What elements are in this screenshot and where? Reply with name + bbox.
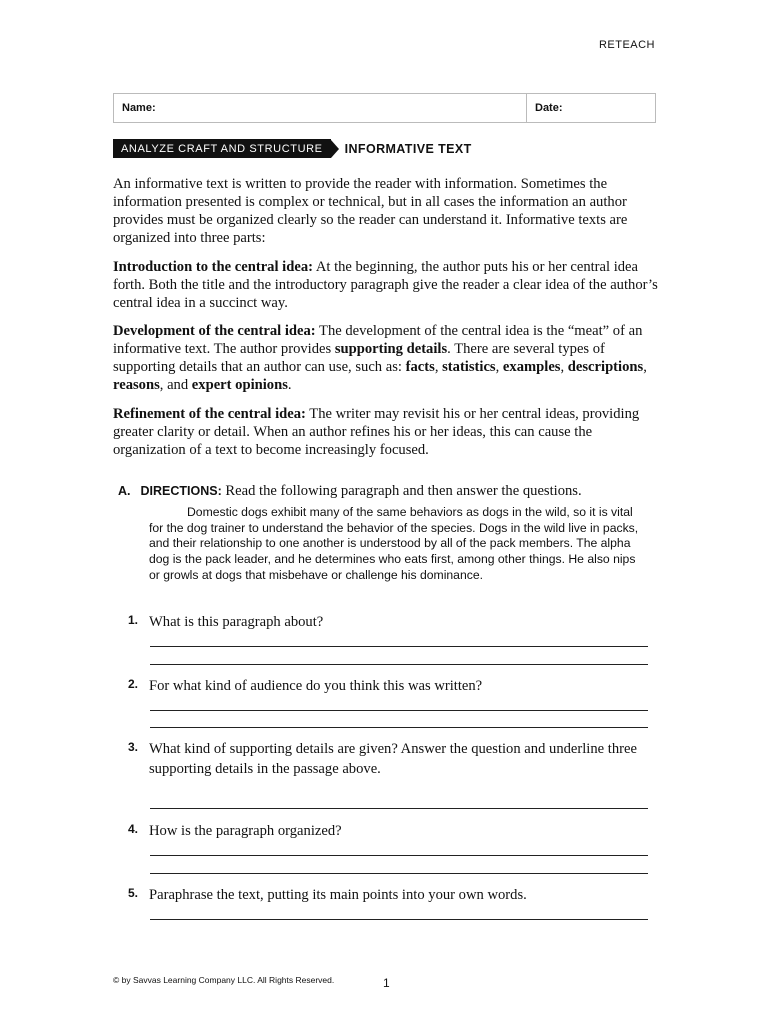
part-text: The development of the central idea is the “meat” of an informative text. The author provides (113, 323, 643, 357)
question-number: 2. (128, 677, 139, 691)
name-field[interactable] (114, 94, 527, 122)
answer-line[interactable] (150, 710, 648, 711)
part-label: Introduction to the central idea: (113, 259, 313, 275)
part-development (113, 322, 658, 394)
part-introduction (113, 258, 658, 312)
question-number: 1. (128, 613, 139, 627)
answer-line[interactable] (150, 873, 648, 874)
question-number: 5. (128, 886, 139, 900)
term-reasons: reasons (113, 377, 160, 393)
question-text: How is the paragraph organized? (149, 823, 342, 839)
term-descriptions: descriptions (567, 359, 644, 375)
date-field[interactable] (527, 94, 563, 122)
part-label: Development of the central idea: (113, 323, 316, 339)
question-text: Paraphrase the text, putting its main points into your own words. (149, 887, 527, 903)
answer-line[interactable] (150, 646, 648, 647)
banner-arrow-icon (331, 140, 339, 158)
reteach-label: RETEACH (598, 39, 655, 51)
section-letter: A. (118, 484, 131, 498)
answer-line[interactable] (150, 855, 648, 856)
part-label: Refinement of the central idea: (113, 406, 306, 422)
term-supporting-details: supporting details (334, 341, 448, 357)
separator: , (643, 359, 647, 375)
question-text: What kind of supporting details are given? Answer the question and underline three supporting details in the passage above. (149, 741, 637, 777)
page-number: 1 (383, 976, 390, 990)
directions (118, 482, 582, 500)
term-statistics: statistics (442, 359, 496, 375)
section-banner (113, 139, 472, 158)
answer-line[interactable] (150, 808, 648, 809)
question-number: 4. (128, 822, 139, 836)
date-label: Date: (535, 102, 563, 114)
directions-label: DIRECTIONS: (140, 484, 222, 498)
directions-text: Read the following paragraph and then answer the questions. (221, 483, 582, 499)
separator: , (495, 359, 503, 375)
term-examples: examples (502, 359, 561, 375)
term-facts: facts (405, 359, 435, 375)
answer-line[interactable] (150, 919, 648, 920)
banner-category: ANALYZE CRAFT AND STRUCTURE (113, 139, 331, 158)
question-text: What is this paragraph about? (149, 614, 324, 630)
part-text: The writer may revisit his or her central ideas, providing greater clarity or detail. When an author refines his or her ideas, this can cause the organization of a text to become increasingly focused. (113, 406, 640, 458)
question-text: For what kind of audience do you think this was written? (149, 678, 483, 694)
separator: . (287, 377, 292, 393)
part-refinement (113, 405, 658, 459)
banner-topic: INFORMATIVE TEXT (344, 141, 472, 156)
separator: , (434, 359, 443, 375)
intro-paragraph: An informative text is written to provide the reader with information. Sometimes the information presented is complex or technical, but in all cases the information an author provides must be organized clearly so the reader can understand it. Informative texts are organized into three parts: (113, 176, 628, 246)
part-text: . There are several types of supporting details that an author can use, such as: (113, 341, 605, 375)
name-label: Name: (122, 102, 156, 114)
part-text: At the beginning, the author puts his or her central idea forth. Both the title and the introductory paragraph give the reader a clear idea of the author’s central idea in a succinct way. (113, 259, 658, 311)
answer-line[interactable] (150, 727, 648, 728)
separator: , and (159, 377, 192, 393)
copyright-footer: © by Savvas Learning Company LLC. All Rights Reserved. (113, 975, 335, 985)
separator: , (560, 359, 568, 375)
term-expert-opinions: expert opinions (191, 377, 288, 393)
reading-passage: Domestic dogs exhibit many of the same behaviors as dogs in the wild, so it is vital for the dog trainer to understand the behavior of the species. Dogs in the wild live in packs, and their relationship to one another is understood by all of the pack members. The alpha dog is the pack leader, and he determines who eats first, among other things. He also nips or growls at dogs that misbehave or challenge his dominance. (149, 505, 639, 582)
question-number: 3. (128, 740, 139, 754)
answer-line[interactable] (150, 664, 648, 665)
name-date-box (113, 93, 656, 123)
